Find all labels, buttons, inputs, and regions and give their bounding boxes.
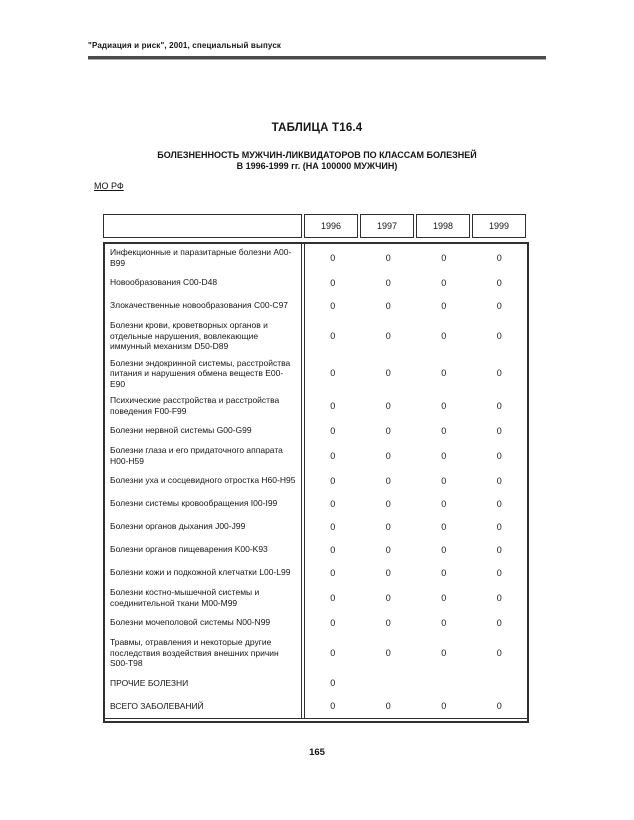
row-value: 0 xyxy=(330,544,336,555)
row-value: 0 xyxy=(330,592,336,603)
row-values xyxy=(304,392,527,419)
row-value: 0 xyxy=(496,647,502,658)
row-value: 0 xyxy=(330,252,336,263)
row-label: Болезни уха и сосцевидного отростка H60-H95 xyxy=(105,469,302,492)
row-values xyxy=(304,695,527,718)
table-header-empty-cell xyxy=(103,214,302,238)
row-value: 0 xyxy=(385,567,391,578)
row-value: 0 xyxy=(496,592,502,603)
row-values xyxy=(304,492,527,515)
table-row xyxy=(105,244,527,271)
section-label: МО РФ xyxy=(94,181,124,191)
row-value: 0 xyxy=(496,498,502,509)
row-label: Болезни глаза и его придаточного аппарата H00-H59 xyxy=(105,442,302,469)
table-row xyxy=(105,672,527,695)
table-row xyxy=(105,355,527,393)
row-values xyxy=(304,611,527,634)
table-row xyxy=(105,611,527,634)
row-values xyxy=(304,442,527,469)
row-label: Психические расстройства и расстройства поведения F00-F99 xyxy=(105,392,302,419)
row-values xyxy=(304,538,527,561)
row-label: ВСЕГО ЗАБОЛЕВАНИЙ xyxy=(105,695,302,718)
row-value: 0 xyxy=(330,425,336,436)
table-header-row xyxy=(103,214,529,238)
row-value: 0 xyxy=(330,701,336,711)
row-values xyxy=(304,317,527,355)
table-header-year-1998: 1998 xyxy=(416,214,470,238)
row-label: Болезни органов пищеварения K00-K93 xyxy=(105,538,302,561)
table-subtitle xyxy=(0,150,634,172)
row-value: 0 xyxy=(385,450,391,461)
row-label: Болезни крови, кроветворных органов и отдельные нарушения, вовлекающие иммунный механизм D50-D89 xyxy=(105,317,302,355)
row-value: 0 xyxy=(385,277,391,288)
row-label: Новообразования C00-D48 xyxy=(105,271,302,294)
table-row xyxy=(105,317,527,355)
row-value: 0 xyxy=(385,368,391,379)
row-values xyxy=(304,244,527,271)
row-label: Болезни костно-мышечной системы и соединительной ткани M00-M99 xyxy=(105,584,302,611)
row-value: 0 xyxy=(330,300,336,311)
row-value: 0 xyxy=(496,617,502,628)
row-value: 0 xyxy=(385,498,391,509)
row-label: Болезни органов дыхания J00-J99 xyxy=(105,515,302,538)
row-label: Болезни эндокринной системы, расстройства питания и нарушения обмена веществ E00-E90 xyxy=(105,355,302,393)
row-values xyxy=(304,672,527,695)
table-row xyxy=(105,634,527,672)
row-values xyxy=(304,584,527,611)
table-body xyxy=(103,242,529,723)
table-row xyxy=(105,492,527,515)
header-rule xyxy=(88,56,546,60)
row-value: 0 xyxy=(330,617,336,628)
row-values xyxy=(304,634,527,672)
row-value: 0 xyxy=(441,400,447,411)
row-value: 0 xyxy=(441,647,447,658)
row-label: Болезни мочеполовой системы N00-N99 xyxy=(105,611,302,634)
table-row xyxy=(105,271,527,294)
row-values xyxy=(304,294,527,317)
row-label: Болезни нервной системы G00-G99 xyxy=(105,419,302,442)
row-value: 0 xyxy=(441,330,447,341)
row-value: 0 xyxy=(441,498,447,509)
table-subtitle-line1: БОЛЕЗНЕННОСТЬ МУЖЧИН-ЛИКВИДАТОРОВ ПО КЛАССАМ БОЛЕЗНЕЙ xyxy=(157,150,477,160)
row-value: 0 xyxy=(441,252,447,263)
row-value: 0 xyxy=(496,277,502,288)
row-value: 0 xyxy=(330,277,336,288)
table-title: ТАБЛИЦА Т16.4 xyxy=(271,122,363,134)
row-values xyxy=(304,355,527,393)
row-value: 0 xyxy=(385,521,391,532)
row-value: 0 xyxy=(496,475,502,486)
row-label: ПРОЧИЕ БОЛЕЗНИ xyxy=(105,672,302,695)
row-value: 0 xyxy=(441,300,447,311)
row-value: 0 xyxy=(385,400,391,411)
row-value: 0 xyxy=(441,425,447,436)
row-label: Болезни кожи и подкожной клетчатки L00-L99 xyxy=(105,561,302,584)
row-value: 0 xyxy=(385,592,391,603)
row-value: 0 xyxy=(496,544,502,555)
table-row xyxy=(105,584,527,611)
row-values xyxy=(304,469,527,492)
table-subtitle-line2: В 1996-1999 гг. (НА 100000 МУЖЧИН) xyxy=(236,161,398,171)
row-value: 0 xyxy=(496,252,502,263)
row-value: 0 xyxy=(385,647,391,658)
row-label: Злокачественные новообразования C00-C97 xyxy=(105,294,302,317)
row-value: 0 xyxy=(441,450,447,461)
table-row xyxy=(105,469,527,492)
row-value: 0 xyxy=(441,368,447,379)
row-value: 0 xyxy=(496,521,502,532)
row-value: 0 xyxy=(496,368,502,379)
row-value: 0 xyxy=(441,592,447,603)
row-value: 0 xyxy=(496,300,502,311)
row-value: 0 xyxy=(441,475,447,486)
row-values xyxy=(304,419,527,442)
table-header-year-1996: 1996 xyxy=(304,214,358,238)
table-row xyxy=(105,695,527,719)
row-value: 0 xyxy=(385,701,391,711)
row-label: Болезни системы кровообращения I00-I99 xyxy=(105,492,302,515)
row-value: 0 xyxy=(441,521,447,532)
row-value: 0 xyxy=(330,450,336,461)
table-row xyxy=(105,419,527,442)
table-row xyxy=(105,561,527,584)
row-value: 0 xyxy=(441,277,447,288)
table-row xyxy=(105,515,527,538)
row-value: 0 xyxy=(385,475,391,486)
row-value: 0 xyxy=(496,330,502,341)
row-value: 0 xyxy=(330,647,336,658)
page-number: 165 xyxy=(309,747,325,758)
row-value: 0 xyxy=(330,567,336,578)
row-value: 0 xyxy=(441,617,447,628)
row-value: 0 xyxy=(385,300,391,311)
row-value: 0 xyxy=(496,450,502,461)
row-value: 0 xyxy=(330,678,336,688)
data-table xyxy=(103,214,529,723)
table-header-year-1997: 1997 xyxy=(360,214,414,238)
row-value: 0 xyxy=(330,368,336,379)
journal-masthead: "Радиация и риск", 2001, специальный выпуск xyxy=(88,41,282,50)
row-value: 0 xyxy=(441,701,447,711)
row-label: Инфекционные и паразитарные болезни A00-B99 xyxy=(105,244,302,271)
row-values xyxy=(304,561,527,584)
row-values xyxy=(304,515,527,538)
row-value: 0 xyxy=(330,330,336,341)
row-label: Травмы, отравления и некоторые другие последствия воздействия внешних причин S00-T98 xyxy=(105,634,302,672)
table-header-year-1999: 1999 xyxy=(472,214,526,238)
table-row xyxy=(105,442,527,469)
row-value: 0 xyxy=(496,567,502,578)
table-row xyxy=(105,294,527,317)
row-value: 0 xyxy=(385,330,391,341)
row-value: 0 xyxy=(385,252,391,263)
row-value: 0 xyxy=(496,701,502,711)
row-value: 0 xyxy=(330,498,336,509)
row-value: 0 xyxy=(385,425,391,436)
table-row xyxy=(105,392,527,419)
row-value: 0 xyxy=(330,521,336,532)
row-value: 0 xyxy=(330,475,336,486)
row-value: 0 xyxy=(441,544,447,555)
row-value: 0 xyxy=(330,400,336,411)
row-value: 0 xyxy=(385,544,391,555)
row-value: 0 xyxy=(385,617,391,628)
row-value: 0 xyxy=(496,400,502,411)
table-row xyxy=(105,538,527,561)
row-values xyxy=(304,271,527,294)
row-value: 0 xyxy=(496,425,502,436)
row-value: 0 xyxy=(441,567,447,578)
